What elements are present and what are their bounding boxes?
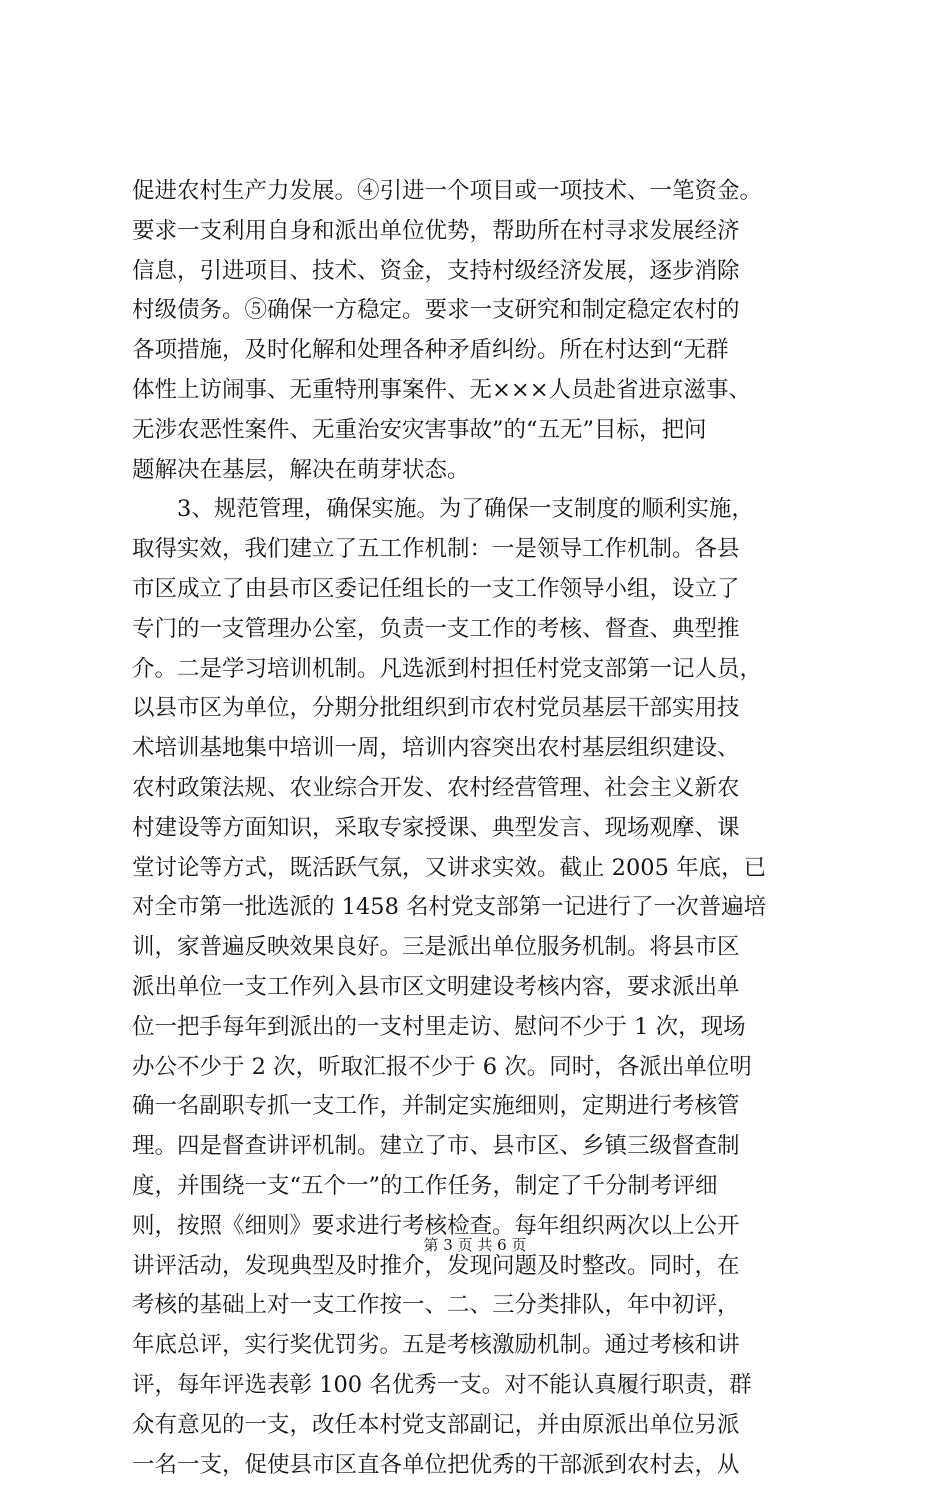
- text-line: 考核的基础上对一支工作按一、二、三分类排队，年中初评，: [132, 1286, 832, 1326]
- text-line: 农村政策法规、农业综合开发、农村经营管理、社会主义新农: [132, 769, 832, 809]
- text-line: 对全市第一批选派的 1458 名村党支部第一记进行了一次普遍培: [132, 888, 832, 928]
- text-line: 市区成立了由县市区委记任组长的一支工作领导小组，设立了: [132, 570, 832, 610]
- text-line: 要求一支利用自身和派出单位优势，帮助所在村寻求发展经济: [132, 212, 832, 252]
- text-line: 一名一支，促使县市区直各单位把优秀的干部派到农村去，从: [132, 1446, 832, 1485]
- text-line: 众有意见的一支，改任本村党支部副记，并由原派出单位另派: [132, 1406, 832, 1446]
- text-line: 取得实效，我们建立了五工作机制：一是领导工作机制。各县: [132, 530, 832, 570]
- text-line: 办公不少于 2 次，听取汇报不少于 6 次。同时，各派出单位明: [132, 1048, 832, 1088]
- text-line: 村级债务。⑤确保一方稳定。要求一支研究和制定稳定农村的: [132, 291, 832, 331]
- text-line: 术培训基地集中培训一周，培训内容突出农村基层组织建设、: [132, 729, 832, 769]
- text-line: 各项措施，及时化解和处理各种矛盾纠纷。所在村达到“无群: [132, 331, 832, 371]
- text-line: 则，按照《细则》要求进行考核检查。每年组织两次以上公开: [132, 1207, 832, 1247]
- text-line: 训，家普遍反映效果良好。三是派出单位服务机制。将县市区: [132, 928, 832, 968]
- text-line: 村建设等方面知识，采取专家授课、典型发言、现场观摩、课: [132, 809, 832, 849]
- text-line: 3、规范管理，确保实施。为了确保一支制度的顺利实施，: [132, 490, 832, 530]
- text-line: 位一把手每年到派出的一支村里走访、慰问不少于 1 次，现场: [132, 1008, 832, 1048]
- text-line: 理。四是督查讲评机制。建立了市、县市区、乡镇三级督查制: [132, 1127, 832, 1167]
- text-line: 年底总评，实行奖优罚劣。五是考核激励机制。通过考核和讲: [132, 1326, 832, 1366]
- text-line: 专门的一支管理办公室，负责一支工作的考核、督查、典型推: [132, 610, 832, 650]
- text-line: 促进农村生产力发展。④引进一个项目或一项技术、一笔资金。: [132, 172, 832, 212]
- text-line: 介。二是学习培训机制。凡选派到村担任村党支部第一记人员，: [132, 650, 832, 690]
- text-line: 无涉农恶性案件、无重治安灾害事故”的“五无”目标，把问: [132, 411, 832, 451]
- text-line: 派出单位一支工作列入县市区文明建设考核内容，要求派出单: [132, 968, 832, 1008]
- text-line: 题解决在基层，解决在萌芽状态。: [132, 451, 832, 491]
- text-line: 评，每年评选表彰 100 名优秀一支。对不能认真履行职责，群: [132, 1366, 832, 1406]
- text-line: 体性上访闹事、无重特刑事案件、无×××人员赴省进京滋事、: [132, 371, 832, 411]
- text-line: 以县市区为单位，分期分批组织到市农村党员基层干部实用技: [132, 689, 832, 729]
- text-line: 堂讨论等方式，既活跃气氛，又讲求实效。截止 2005 年底，已: [132, 849, 832, 889]
- page-number-footer: 第 3 页 共 6 页: [0, 1234, 950, 1255]
- text-line: 确一名副职专抓一支工作，并制定实施细则，定期进行考核管: [132, 1087, 832, 1127]
- text-line: 度，并围绕一支“五个一”的工作任务，制定了千分制考评细: [132, 1167, 832, 1207]
- body-text: [132, 172, 832, 1485]
- text-line: 信息，引进项目、技术、资金，支持村级经济发展，逐步消除: [132, 252, 832, 292]
- text-line: 讲评活动，发现典型及时推介，发现问题及时整改。同时，在: [132, 1247, 832, 1287]
